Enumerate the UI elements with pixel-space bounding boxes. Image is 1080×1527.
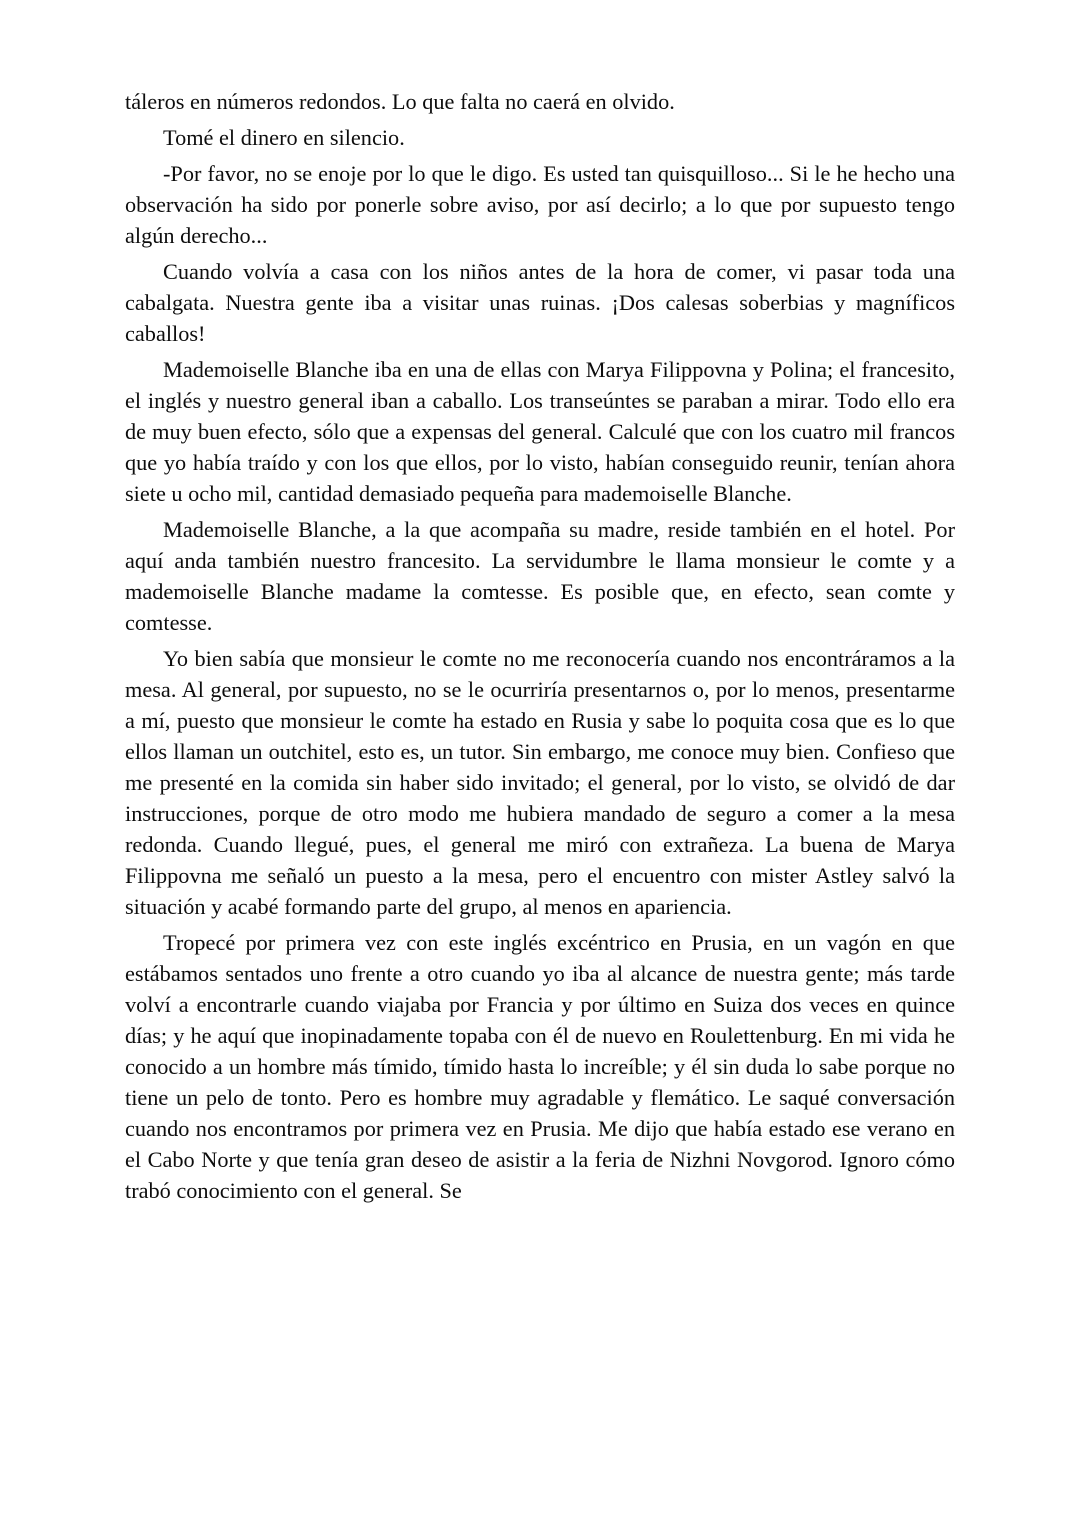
paragraph: Yo bien sabía que monsieur le comte no me reconocería cuando nos encontráramos a la mesa. Al general, por supuesto, no se le ocurriría presentarnos o, por lo menos, presentarme a mí, puesto que monsieur le comte ha estado en Rusia y sabe lo poquita cosa que es lo que ellos llaman un outchitel, esto es, un tutor. Sin embargo, me conoce muy bien. Confieso que me presenté en la comida sin haber sido invitado; el general, por lo visto, se olvidó de dar instrucciones, porque de otro modo me hubiera mandado de seguro a comer a la mesa redonda. Cuando llegué, pues, el general me miró con extrañeza. La buena de Marya Filippovna me señaló un puesto a la mesa, pero el encuentro con mister Astley salvó la situación y acabé formando parte del grupo, al menos en apariencia. [125, 646, 955, 919]
paragraph: Mademoiselle Blanche iba en una de ellas con Marya Filippovna y Polina; el francesito, el inglés y nuestro general iban a caballo. Los transeúntes se paraban a mirar. Todo ello era de muy buen efecto, sólo que a expensas del general. Calculé que con los cuatro mil francos que yo había traído y con los que ellos, por lo visto, habían conseguido reunir, tenían ahora siete u ocho mil, cantidad demasiado pequeña para mademoiselle Blanche. [125, 357, 955, 506]
paragraph: Tropecé por primera vez con este inglés excéntrico en Prusia, en un vagón en que estábamos sentados uno frente a otro cuando yo iba al alcance de nuestra gente; más tarde volví a encontrarle cuando viajaba por Francia y por último en Suiza dos veces en quince días; y he aquí que inopinadamente topaba con él de nuevo en Roulettenburg. En mi vida he conocido a un hombre más tímido, tímido hasta lo increíble; y él sin duda lo sabe porque no tiene un pelo de tonto. Pero es hombre muy agradable y flemático. Le saqué conversación cuando nos encontramos por primera vez en Prusia. Me dijo que había estado ese verano en el Cabo Norte y que tenía gran deseo de asistir a la feria de Nizhni Novgorod. Ignoro cómo trabó conocimiento con el general. Se [125, 930, 955, 1203]
paragraph: Cuando volvía a casa con los niños antes de la hora de comer, vi pasar toda una cabalgata. Nuestra gente iba a visitar unas ruinas. ¡Dos calesas soberbias y magníficos caballos! [125, 259, 955, 346]
paragraph: Mademoiselle Blanche, a la que acompaña su madre, reside también en el hotel. Por aquí anda también nuestro francesito. La servidumbre le llama monsieur le comte y a mademoiselle Blanche madame la comtesse. Es posible que, en efecto, sean comte y comtesse. [125, 517, 955, 635]
body-text-column [125, 86, 955, 1206]
paragraph: Tomé el dinero en silencio. [163, 125, 405, 150]
paragraph: -Por favor, no se enoje por lo que le digo. Es usted tan quisquilloso... Si le he hecho una observación ha sido por ponerle sobre aviso, por así decirlo; a lo que por supuesto tengo algún derecho... [125, 161, 955, 248]
paragraph: táleros en números redondos. Lo que falta no caerá en olvido. [125, 89, 675, 114]
